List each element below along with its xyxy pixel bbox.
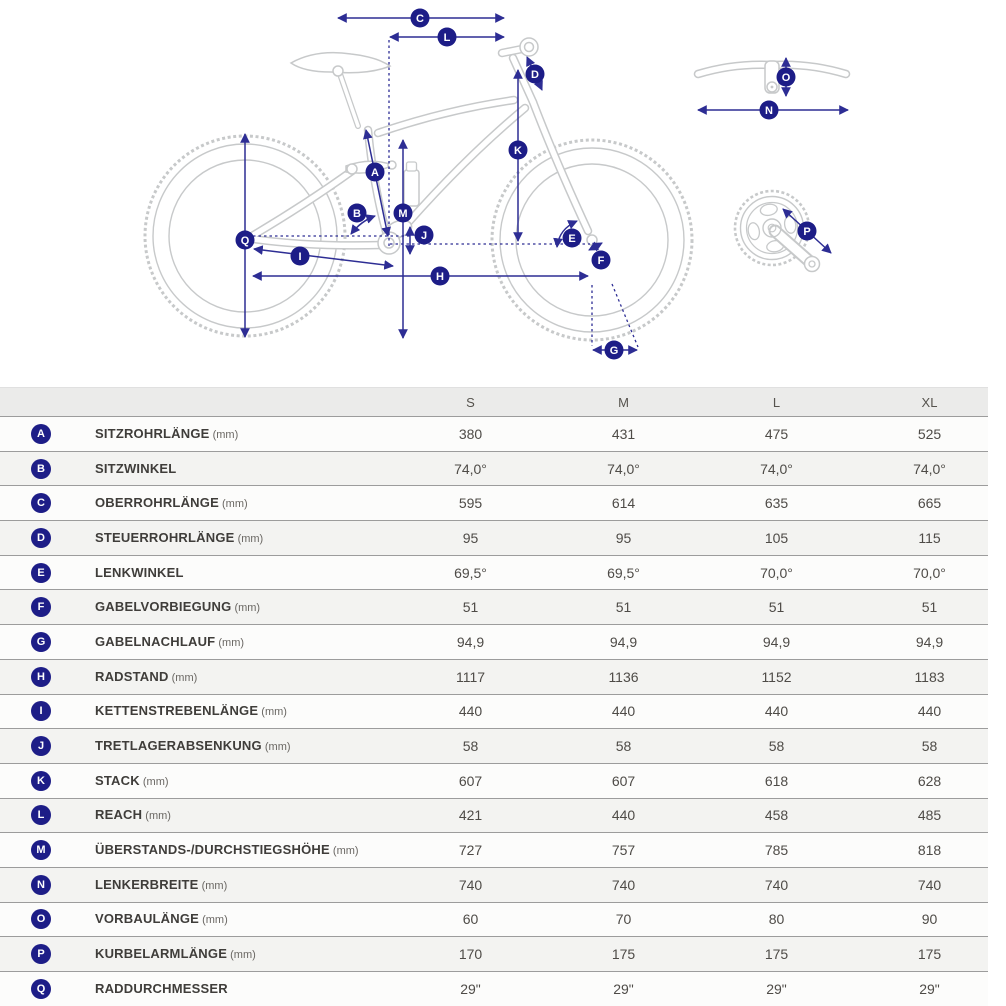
- size-value: 90: [921, 911, 938, 928]
- size-value: 628: [917, 772, 942, 789]
- size-value: 1136: [608, 668, 639, 685]
- geometry-row: [0, 902, 988, 937]
- size-value: 757: [611, 842, 636, 859]
- row-values: [394, 426, 1006, 442]
- svg-text:M: M: [398, 208, 408, 220]
- geometry-row: [0, 451, 988, 486]
- size-value: 440: [917, 703, 942, 720]
- svg-text:H: H: [436, 271, 444, 283]
- svg-text:B: B: [353, 208, 361, 220]
- geometry-row: [0, 798, 988, 833]
- size-value: 595: [458, 495, 483, 512]
- row-marker-badge: B: [31, 459, 51, 479]
- marker-badge-a: [366, 163, 385, 182]
- size-value: 635: [764, 495, 789, 512]
- svg-text:P: P: [803, 226, 811, 238]
- size-value: 618: [764, 772, 789, 789]
- marker-badge-e: [563, 229, 582, 248]
- row-marker-badge: A: [31, 424, 51, 444]
- size-value: 29": [460, 980, 481, 997]
- marker-badge-f: [592, 251, 611, 270]
- row-values: [394, 703, 1006, 719]
- row-label: REACH (mm): [95, 807, 171, 823]
- row-label: LENKWINKEL: [95, 564, 184, 580]
- row-label-cell: [0, 424, 376, 444]
- row-label-cell: [0, 493, 376, 513]
- row-label-cell: [0, 528, 376, 548]
- marker-badge-o: [777, 68, 796, 87]
- size-value: 29": [919, 980, 940, 997]
- size-value: 740: [764, 876, 789, 893]
- row-marker-badge: J: [31, 736, 51, 756]
- geometry-row: [0, 659, 988, 694]
- size-value: 95: [462, 529, 479, 546]
- geometry-row: [0, 416, 988, 451]
- row-values: [394, 530, 1006, 546]
- geometry-row: [0, 624, 988, 659]
- geometry-row: [0, 971, 988, 1006]
- row-label: RADDURCHMESSER: [95, 980, 228, 996]
- row-label: TRETLAGERABSENKUNG (mm): [95, 738, 291, 754]
- size-value: 58: [462, 738, 479, 755]
- row-marker-badge: M: [31, 840, 51, 860]
- row-label-cell: [0, 632, 376, 652]
- column-header: M: [618, 394, 629, 410]
- row-values: [394, 842, 1006, 858]
- row-label-cell: [0, 701, 376, 721]
- row-label: KURBELARMLÄNGE (mm): [95, 946, 256, 962]
- row-marker-badge: H: [31, 667, 51, 687]
- row-values: [394, 911, 1006, 927]
- size-value: 70,0°: [913, 564, 946, 581]
- dim-a-seat-tube: [366, 130, 388, 236]
- bottom-bracket: [378, 232, 400, 254]
- svg-text:A: A: [371, 167, 379, 179]
- dim-i-chainstay: [254, 249, 393, 266]
- marker-badge-i: [291, 247, 310, 266]
- geometry-row: [0, 694, 988, 729]
- geometry-row: [0, 936, 988, 971]
- row-marker-badge: P: [31, 944, 51, 964]
- row-values: [394, 495, 1006, 511]
- size-value: 80: [768, 911, 785, 928]
- row-label: STEUERROHRLÄNGE (mm): [95, 529, 264, 545]
- row-label-cell: [0, 459, 376, 479]
- row-marker-badge: I: [31, 701, 51, 721]
- ref-steering-axis: [612, 284, 638, 347]
- row-label-cell: [0, 944, 376, 964]
- row-label: SITZROHRLÄNGE (mm): [95, 425, 239, 441]
- row-values: [394, 877, 1006, 893]
- size-value: 74,0°: [913, 460, 946, 477]
- row-label-cell: [0, 805, 376, 825]
- row-label-cell: [0, 979, 376, 999]
- row-label: LENKERBREITE (mm): [95, 876, 228, 892]
- column-header: L: [772, 394, 781, 410]
- size-value: 458: [764, 807, 789, 824]
- row-values: [394, 599, 1006, 615]
- row-values: [394, 981, 1006, 997]
- size-value: 421: [458, 807, 483, 824]
- size-value: 785: [764, 842, 789, 859]
- size-value: 525: [917, 425, 942, 442]
- size-value: 58: [615, 738, 632, 755]
- size-value: 94,9: [609, 633, 638, 650]
- size-value: 94,9: [456, 633, 485, 650]
- size-value: 485: [917, 807, 942, 824]
- row-marker-badge: K: [31, 771, 51, 791]
- geometry-row: [0, 555, 988, 590]
- size-value: 475: [764, 425, 789, 442]
- size-value: 51: [615, 599, 632, 616]
- row-label: OBERROHRLÄNGE (mm): [95, 495, 248, 511]
- row-values: [394, 773, 1006, 789]
- row-values: [394, 946, 1006, 962]
- size-value: 175: [611, 946, 636, 963]
- svg-text:G: G: [609, 345, 619, 357]
- size-value: 607: [458, 772, 483, 789]
- row-label: VORBAULÄNGE (mm): [95, 911, 228, 927]
- geometry-row: [0, 728, 988, 763]
- geometry-table: [0, 387, 988, 997]
- size-value: 431: [611, 425, 636, 442]
- svg-text:D: D: [531, 69, 539, 81]
- size-value: 69,5°: [607, 564, 640, 581]
- svg-text:L: L: [443, 32, 451, 44]
- table-header: [0, 388, 988, 416]
- size-value: 29": [766, 980, 787, 997]
- row-label-cell: [0, 736, 376, 756]
- size-value: 607: [611, 772, 636, 789]
- svg-text:Q: Q: [240, 235, 250, 247]
- size-value: 105: [764, 529, 789, 546]
- size-value: 818: [917, 842, 942, 859]
- marker-badge-n: [760, 101, 779, 120]
- size-value: 175: [917, 946, 942, 963]
- marker-badge-q: [236, 231, 255, 250]
- geometry-row: [0, 867, 988, 902]
- size-value: 51: [921, 599, 938, 616]
- table-header-columns: [394, 395, 1006, 410]
- size-value: 440: [611, 807, 636, 824]
- saddle: [291, 53, 390, 76]
- row-label-cell: [0, 597, 376, 617]
- size-value: 94,9: [915, 633, 944, 650]
- row-label-cell: [0, 909, 376, 929]
- size-value: 70: [615, 911, 632, 928]
- size-value: 1152: [761, 668, 792, 685]
- row-label-cell: [0, 667, 376, 687]
- svg-text:F: F: [597, 255, 605, 267]
- row-values: [394, 738, 1006, 754]
- size-value: 115: [918, 529, 941, 546]
- size-value: 440: [458, 703, 483, 720]
- marker-badge-b: [348, 204, 367, 223]
- handlebar-top-view: [698, 61, 846, 93]
- row-label: RADSTAND (mm): [95, 668, 198, 684]
- row-label-cell: [0, 563, 376, 583]
- svg-text:E: E: [568, 233, 576, 245]
- row-values: [394, 807, 1006, 823]
- size-value: 1117: [455, 668, 486, 685]
- geometry-row: [0, 763, 988, 798]
- size-value: 1183: [914, 668, 945, 685]
- table-body: [0, 416, 988, 1006]
- row-values: [394, 634, 1006, 650]
- marker-badge-d: [526, 65, 545, 84]
- row-label-cell: [0, 840, 376, 860]
- size-value: 51: [462, 599, 479, 616]
- geometry-row: [0, 485, 988, 520]
- row-label: GABELVORBIEGUNG (mm): [95, 599, 261, 615]
- size-value: 380: [458, 425, 483, 442]
- size-value: 94,9: [762, 633, 791, 650]
- size-value: 440: [764, 703, 789, 720]
- column-header: XL: [921, 394, 938, 410]
- row-values: [394, 565, 1006, 581]
- column-header: S: [466, 394, 475, 410]
- row-marker-badge: N: [31, 875, 51, 895]
- row-marker-badge: E: [31, 563, 51, 583]
- size-value: 58: [768, 738, 785, 755]
- size-value: 727: [458, 842, 483, 859]
- geometry-row: [0, 832, 988, 867]
- size-value: 740: [458, 876, 483, 893]
- svg-text:J: J: [420, 230, 428, 242]
- row-marker-badge: G: [31, 632, 51, 652]
- row-label: KETTENSTREBENLÄNGE (mm): [95, 703, 287, 719]
- marker-badge-j: [415, 226, 434, 245]
- marker-badge-p: [798, 222, 817, 241]
- row-label: GABELNACHLAUF (mm): [95, 633, 245, 649]
- row-marker-badge: F: [31, 597, 51, 617]
- svg-text:O: O: [781, 72, 791, 84]
- marker-badge-g: [605, 341, 624, 360]
- row-label: SITZWINKEL: [95, 460, 177, 476]
- row-values: [394, 461, 1006, 477]
- size-value: 740: [611, 876, 636, 893]
- bike-geometry-diagram: [0, 0, 988, 387]
- size-value: 175: [764, 946, 789, 963]
- row-marker-badge: L: [31, 805, 51, 825]
- row-marker-badge: O: [31, 909, 51, 929]
- size-value: 58: [921, 738, 938, 755]
- size-value: 170: [458, 946, 483, 963]
- geometry-row: [0, 520, 988, 555]
- size-value: 740: [917, 876, 942, 893]
- size-value: 69,5°: [454, 564, 487, 581]
- row-label-cell: [0, 875, 376, 895]
- size-value: 60: [462, 911, 479, 928]
- row-label: ÜBERSTANDS-/DURCHSTIEGSHÖHE (mm): [95, 842, 359, 858]
- size-value: 51: [768, 599, 785, 616]
- marker-badge-h: [431, 267, 450, 286]
- size-value: 95: [615, 529, 632, 546]
- marker-badge-k: [509, 141, 528, 160]
- size-value: 29": [613, 980, 634, 997]
- svg-text:N: N: [765, 105, 773, 117]
- size-value: 665: [917, 495, 942, 512]
- size-value: 74,0°: [607, 460, 640, 477]
- marker-badge-l: [438, 28, 457, 47]
- headset-and-bar-clamp: [520, 38, 538, 56]
- svg-text:I: I: [298, 251, 302, 263]
- row-marker-badge: Q: [31, 979, 51, 999]
- row-values: [394, 669, 1006, 685]
- size-value: 614: [611, 495, 636, 512]
- svg-text:K: K: [514, 145, 522, 157]
- size-value: 74,0°: [760, 460, 793, 477]
- svg-text:C: C: [416, 13, 424, 25]
- size-value: 74,0°: [454, 460, 487, 477]
- row-marker-badge: C: [31, 493, 51, 513]
- size-value: 70,0°: [760, 564, 793, 581]
- row-label: STACK (mm): [95, 772, 169, 788]
- row-label-cell: [0, 771, 376, 791]
- marker-badge-c: [411, 9, 430, 28]
- marker-badge-m: [394, 204, 413, 223]
- geometry-row: [0, 589, 988, 624]
- size-value: 440: [611, 703, 636, 720]
- front-wheel: [492, 140, 692, 340]
- row-marker-badge: D: [31, 528, 51, 548]
